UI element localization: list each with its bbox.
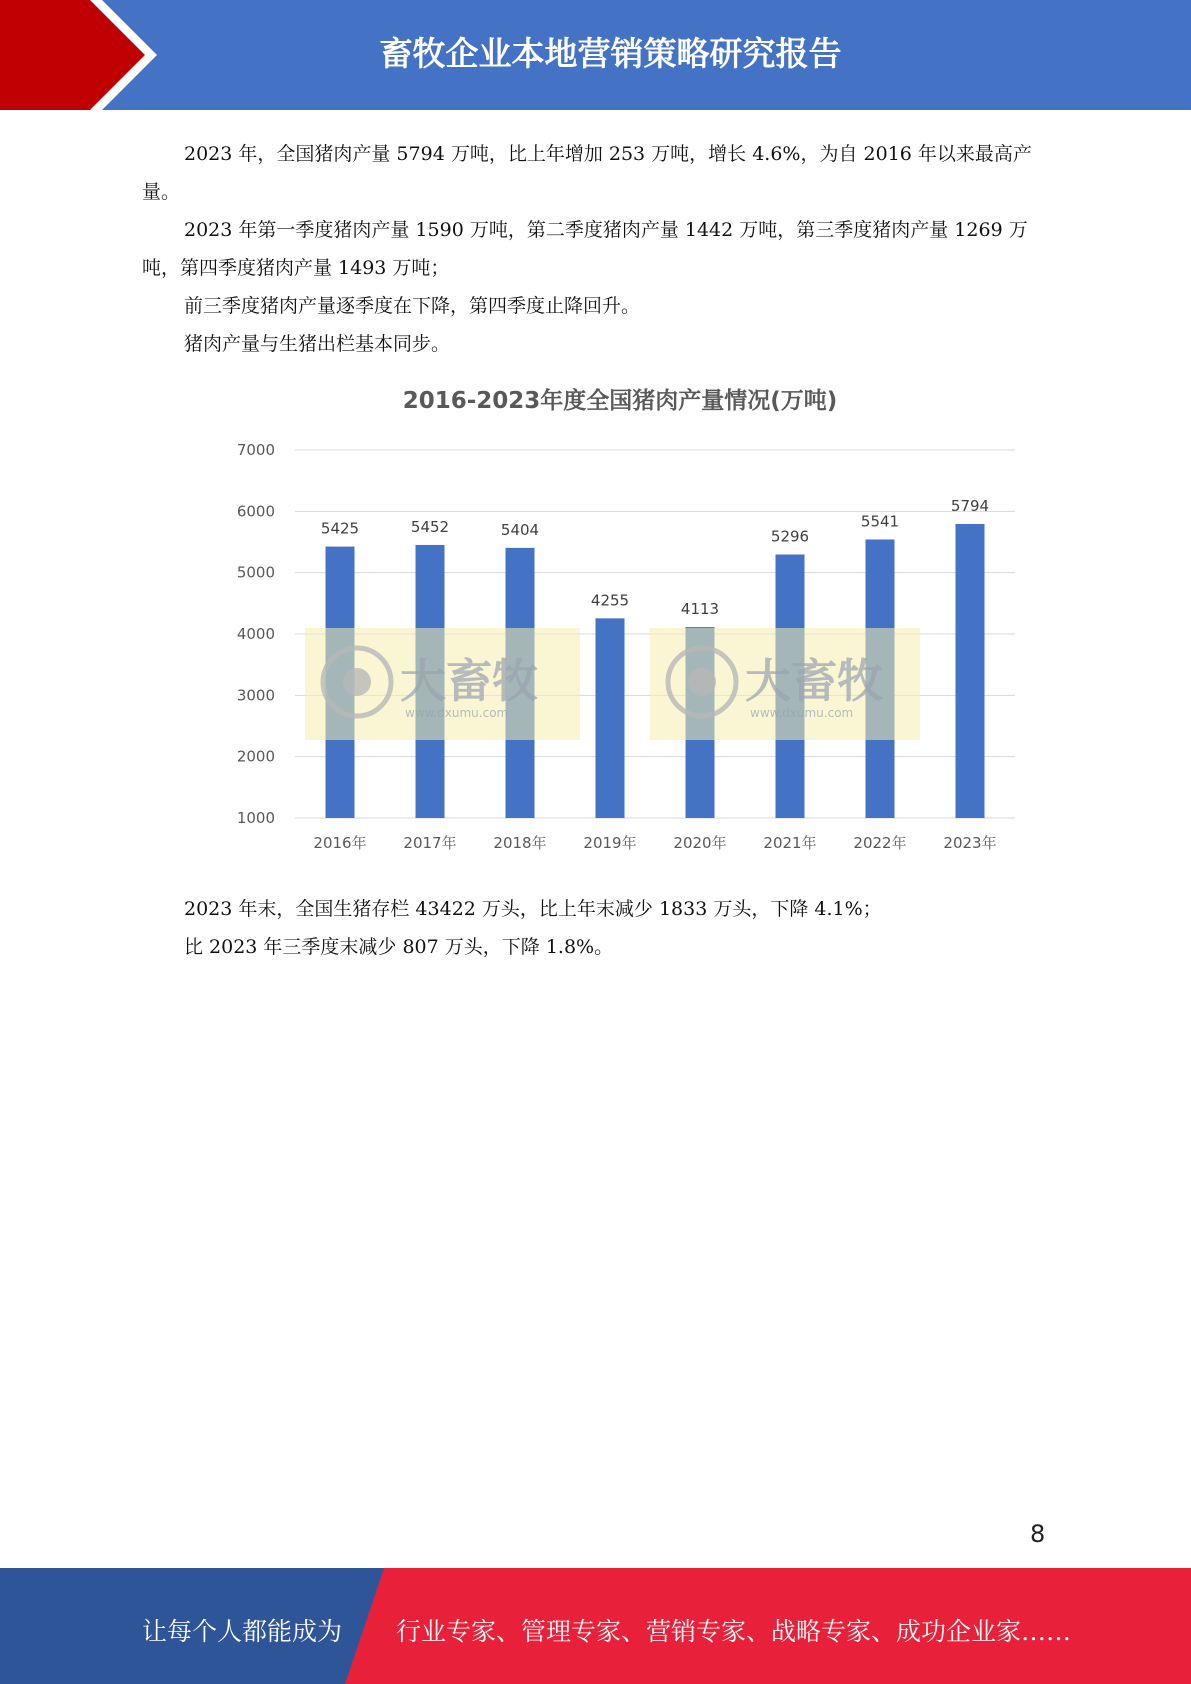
x-tick-label: 2022年 bbox=[853, 834, 907, 852]
paragraph: 2023 年第一季度猪肉产量 1590 万吨，第二季度猪肉产量 1442 万吨，第三季度猪肉产量 1269 万吨，第四季度猪肉产量 1493 万吨； bbox=[142, 219, 1028, 279]
page-header bbox=[0, 0, 1191, 110]
chart-plot bbox=[210, 370, 1030, 870]
watermark-url: www.dxumu.com bbox=[750, 706, 854, 720]
paragraph: 猪肉产量与生猪出栏基本同步。 bbox=[184, 333, 451, 355]
chart-title: 2016-2023年度全国猪肉产量情况(万吨) bbox=[402, 388, 838, 414]
watermark-url: www.dxumu.com bbox=[405, 706, 509, 720]
page-footer bbox=[0, 1568, 1191, 1684]
y-tick-label: 7000 bbox=[236, 441, 275, 459]
y-tick-label: 6000 bbox=[236, 502, 275, 521]
data-label: 4255 bbox=[590, 591, 630, 610]
bar bbox=[596, 618, 625, 818]
x-tick-label: 2017年 bbox=[403, 834, 457, 852]
x-tick-label: 2023年 bbox=[943, 834, 997, 852]
page-number: 8 bbox=[1030, 1520, 1046, 1548]
watermark-logo-icon bbox=[688, 668, 716, 696]
x-tick-label: 2019年 bbox=[583, 834, 637, 852]
pork-production-chart bbox=[210, 370, 1030, 870]
data-label: 4113 bbox=[680, 600, 720, 619]
body-text bbox=[142, 135, 1038, 363]
footer-slogan: 让每个人都能成为 bbox=[142, 1617, 343, 1646]
paragraph: 2023 年末，全国生猪存栏 43422 万头，比上年末减少 1833 万头，下降 4.1%； bbox=[184, 898, 882, 920]
x-tick-label: 2020年 bbox=[673, 834, 727, 852]
y-tick-label: 4000 bbox=[236, 625, 275, 643]
footer-roles: 行业专家、管理专家、营销专家、战略专家、成功企业家…… bbox=[396, 1617, 1072, 1646]
data-label: 5794 bbox=[950, 496, 990, 515]
y-tick-label: 3000 bbox=[236, 686, 275, 705]
data-label: 5404 bbox=[500, 520, 540, 539]
y-tick-label: 2000 bbox=[236, 747, 275, 766]
watermark-text: 大畜牧 bbox=[400, 654, 538, 708]
x-tick-label: 2016年 bbox=[313, 834, 367, 852]
body-text-after-chart bbox=[142, 890, 1038, 966]
report-title: 畜牧企业本地营销策略研究报告 bbox=[379, 34, 842, 73]
bar bbox=[956, 524, 985, 818]
data-label: 5425 bbox=[320, 519, 360, 538]
data-label: 5296 bbox=[770, 527, 810, 546]
watermark-logo-icon bbox=[343, 668, 371, 696]
y-tick-label: 1000 bbox=[236, 809, 275, 827]
data-label: 5541 bbox=[860, 512, 900, 531]
y-tick-label: 5000 bbox=[236, 563, 275, 582]
x-tick-label: 2018年 bbox=[493, 834, 547, 852]
x-tick-label: 2021年 bbox=[763, 834, 817, 852]
watermark-text: 大畜牧 bbox=[745, 654, 883, 708]
data-label: 5452 bbox=[410, 517, 450, 536]
paragraph: 前三季度猪肉产量逐季度在下降，第四季度止降回升。 bbox=[184, 295, 641, 317]
paragraph: 比 2023 年三季度末减少 807 万头，下降 1.8%。 bbox=[184, 936, 614, 958]
paragraph: 2023 年，全国猪肉产量 5794 万吨，比上年增加 253 万吨，增长 4.6%，为自 2016 年以来最高产量。 bbox=[142, 143, 1032, 203]
